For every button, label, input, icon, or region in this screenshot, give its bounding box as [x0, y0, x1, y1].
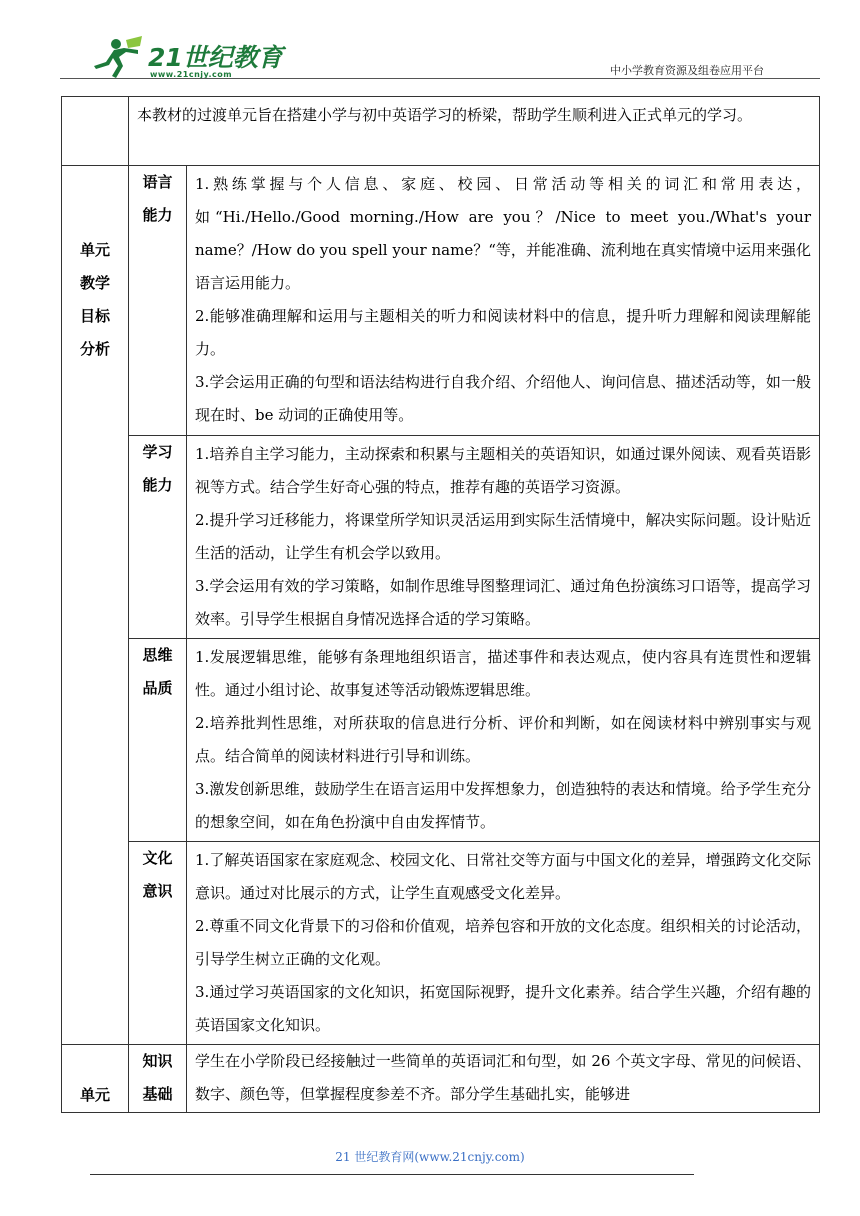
label-thinking-quality: 思维 品质	[129, 639, 187, 842]
section-row-learning	[62, 436, 820, 639]
runner-logo-icon	[86, 36, 146, 80]
item-text: 1.培养自主学习能力，主动探索和积累与主题相关的英语知识，如通过课外阅读、观看英语影视等方式。结合学生好奇心强的特点，推荐有趣的英语学习资源。	[195, 445, 811, 496]
logo-text: 21世纪教育	[148, 43, 283, 72]
label-language-ability: 语言 能力	[129, 166, 187, 436]
item-text: 2.尊重不同文化背景下的习俗和价值观，培养包容和开放的文化态度。组织相关的讨论活动，引导学生树立正确的文化观。	[195, 917, 811, 968]
empty-cell	[62, 97, 129, 166]
item-text: 3.学会运用有效的学习策略，如制作思维导图整理词汇、通过角色扮演练习口语等，提高学习效率。引导学生根据自身情况选择合适的学习策略。	[195, 577, 811, 628]
label-learning-ability: 学习 能力	[129, 436, 187, 639]
logo-url: www.21cnjy.com	[150, 70, 233, 79]
item-text: 学生在小学阶段已经接触过一些简单的英语词汇和句型，如 26 个英文字母、常见的问候语、数字、颜色等，但掌握程度参差不齐。部分学生基础扎实，能够进	[195, 1052, 811, 1103]
content-cultural-awareness	[187, 842, 820, 1045]
platform-title: 中小学教育资源及组卷应用平台	[610, 64, 764, 77]
section-row-language	[62, 166, 820, 436]
category-objectives: 单元 教学 目标 分析	[62, 166, 129, 1045]
item-text: 2.提升学习迁移能力，将课堂所学知识灵活运用到实际生活情境中，解决实际问题。设计贴近生活的活动，让学生有机会学以致用。	[195, 511, 811, 562]
item-text: 1.了解英语国家在家庭观念、校园文化、日常社交等方面与中国文化的差异，增强跨文化交际意识。通过对比展示的方式，让学生直观感受文化差异。	[195, 851, 811, 902]
item-text: 1.熟练掌握与个人信息、家庭、校园、日常活动等相关的词汇和常用表达，如“Hi./Hello./Good morning./How are you？/Nice to meet you./What's your name？/How do you spell your name？“等，并能准确、流利地在真实情境中运用来强化语言运用能力。	[195, 175, 811, 292]
content-knowledge-base	[187, 1045, 820, 1113]
item-text: 3.通过学习英语国家的文化知识，拓宽国际视野，提升文化素养。结合学生兴趣，介绍有趣的英语国家文化知识。	[195, 983, 811, 1034]
page-header	[60, 28, 820, 80]
section-row-thinking	[62, 639, 820, 842]
item-text: 3.激发创新思维，鼓励学生在语言运用中发挥想象力，创造独特的表达和情境。给予学生充分的想象空间，如在角色扮演中自由发挥情节。	[195, 780, 811, 831]
header-divider	[60, 78, 820, 79]
label-cultural-awareness: 文化 意识	[129, 842, 187, 1045]
content-language-ability	[187, 166, 820, 436]
item-text: 2.培养批判性思维，对所获取的信息进行分析、评价和判断，如在阅读材料中辨别事实与观点。结合简单的阅读材料进行引导和训练。	[195, 714, 811, 765]
item-text: 3.学会运用正确的句型和语法结构进行自我介绍、介绍他人、询问信息、描述活动等，如一般现在时、be 动词的正确使用等。	[195, 373, 811, 424]
intro-text: 本教材的过渡单元旨在搭建小学与初中英语学习的桥梁，帮助学生顺利进入正式单元的学习。	[129, 97, 820, 166]
footer-divider	[90, 1174, 694, 1175]
intro-row	[62, 97, 820, 166]
label-knowledge-base: 知识 基础	[129, 1045, 187, 1113]
objectives-table	[61, 96, 820, 1113]
section-row-knowledge	[62, 1045, 820, 1113]
site-logo	[86, 36, 316, 80]
content-thinking-quality	[187, 639, 820, 842]
section-row-culture	[62, 842, 820, 1045]
content-learning-ability	[187, 436, 820, 639]
category-unit: 单元	[62, 1045, 129, 1113]
page-footer: 21 世纪教育网(www.21cnjy.com)	[335, 1150, 525, 1164]
item-text: 2.能够准确理解和运用与主题相关的听力和阅读材料中的信息，提升听力理解和阅读理解能力。	[195, 307, 811, 358]
item-text: 1.发展逻辑思维，能够有条理地组织语言，描述事件和表达观点，使内容具有连贯性和逻辑性。通过小组讨论、故事复述等活动锻炼逻辑思维。	[195, 648, 811, 699]
